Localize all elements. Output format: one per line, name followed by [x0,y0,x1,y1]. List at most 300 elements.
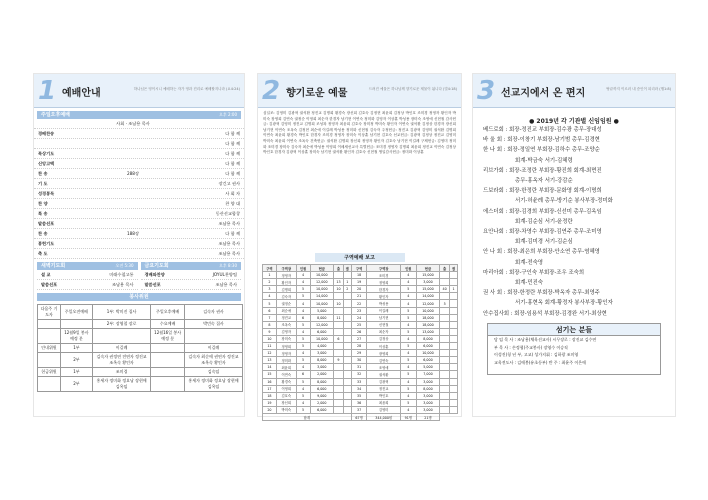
group-cell: 5 [296,335,310,342]
group-cell: 6 [296,371,310,378]
group-cell: 8,000 [416,385,440,392]
group-cell: 31 [351,364,367,371]
group-cell: 김명희 [276,286,296,293]
group-cell: 최윤희 [367,399,400,406]
section-time: 오전 5:30 [115,263,134,268]
order-item: 성경봉독 [38,190,55,196]
group-cell: 17 [263,385,277,392]
page-subtitle: 드려진 예물은 하나님께 향기로운 제물이 됩니다 (빌4:18) [368,87,457,91]
group-cell: 박성용 [367,300,400,307]
group-cell: 이연숙 [276,371,296,378]
group-row [263,343,458,350]
section-title: 새벽기도회 [41,263,66,269]
group-cell: 13 [263,357,277,364]
order-leader: 다 함 께 [225,140,240,146]
group-cell [343,335,351,342]
group-cell: 5 [296,321,310,328]
order-item: 말씀선포 [41,281,58,287]
column-header: 헌금 [416,265,440,272]
group-cell [334,343,344,350]
group-row [263,399,458,406]
group-cell: 정영희 [276,343,296,350]
order-item: 기 도 [38,180,48,186]
table-header-row [263,265,458,272]
page-title: 예배안내 [62,88,101,99]
volunteer-cell: 수요예배 [151,320,185,329]
new-officers-title: ● 2019년 각 기관별 신임임원 ● [529,118,619,125]
order-detail: 188장 [126,230,140,236]
group-cell: 최윤희 [276,364,296,371]
group-cell [440,399,450,406]
group-cell: 4 [296,385,310,392]
officer-line: 안 나 회 : 회장-최은희 부회장-안소연 총무-염혜영 [483,249,600,256]
group-cell: 11 [263,343,277,350]
officer-line: 회계-전숙영 [515,259,543,266]
group-cell: 14,000 [416,293,440,300]
group-cell: 28 [351,343,367,350]
group-cell: 34 [351,385,367,392]
volunteer-cell [92,329,150,344]
order-row [34,139,244,149]
volunteer-cell: 이길례 [185,344,243,353]
group-cell: 8,000 [310,314,334,321]
officer-line: 한 나 회 : 회장-정일연 부회장-김하수 총무-조양순 [483,147,600,154]
group-cell [334,385,344,392]
group-cell: 10 [334,286,344,293]
page-number: 3 [477,76,496,106]
volunteer-cell: 2부 [60,377,92,392]
group-cell: 4 [400,293,416,300]
officer-line: 회계-김미경 서기-김순심 [515,239,573,246]
group-cell: 3,000 [416,406,440,413]
group-cell: 4 [400,406,416,413]
volunteer-row [38,320,243,329]
group-row [263,378,458,385]
group-cell [450,385,458,392]
group-cell: 18,000 [416,321,440,328]
order-item: 찬 양 [38,200,48,206]
group-cell: 2,000 [310,371,334,378]
group-cell: 4 [400,279,416,286]
group-cell: 4 [400,300,416,307]
group-cell: 9,000 [310,392,334,399]
group-cell: 김숙자 [276,293,296,300]
friday-prayer-header [141,262,242,270]
order-row [37,270,138,280]
group-cell: 5 [296,343,310,350]
group-cell [334,378,344,385]
volunteer-row [38,368,243,377]
cell-group-report-table [262,264,458,421]
group-cell: 2 [263,279,277,286]
order-leader: 다 함 께 [225,170,240,176]
group-cell: 4 [296,272,310,279]
volunteer-row [38,353,243,368]
officer-line: 마리아회 : 회장-구인숙 부회장-조우 조숙희 [483,269,585,276]
minister-line: 부 목 사 : 손정협(주교봉사) 장영수 이승직 [494,344,568,350]
group-cell: 장미숙 [276,335,296,342]
officer-line: 리브가회 : 회장-조정란 부회장-황진희 회계-최면진 [483,167,602,174]
volunteer-cell: 김숙자 권사 [185,305,243,320]
group-cell: 조옥숙 [276,321,296,328]
group-cell [343,307,351,314]
group-cell: 5 [400,314,416,321]
order-item: 묵상기도 [38,150,55,156]
group-cell: 5 [400,399,416,406]
group-cell: 4 [296,364,310,371]
volunteer-cell: 헌금위원 [38,368,61,377]
group-cell [450,350,458,357]
volunteer-cell: 주일오후예배 [151,305,185,320]
group-cell [343,392,351,399]
total-label: 합계 [263,413,352,420]
volunteers-table [37,304,243,392]
group-row [263,371,458,378]
group-cell: 6,000 [310,328,334,335]
group-cell [450,300,458,307]
group-row [263,307,458,314]
section-time: 오후 8:30 [219,263,237,268]
group-cell: 27 [351,335,367,342]
group-cell: 4 [296,350,310,357]
officer-line: 요안나회 : 회장-차영수 부회장-김연주 총무-조미영 [483,229,602,236]
group-cell: 8,000 [416,335,440,342]
group-cell: 7,000 [416,371,440,378]
order-row [34,229,244,239]
group-cell: 김정상 [367,335,400,342]
volunteer-cell: 이길례 [92,344,150,353]
order-leader: 찬 양 대 [225,200,240,206]
group-cell [334,406,344,413]
group-row [263,406,458,413]
officer-line: 드보라회 : 회장-한정란 부회장-문화영 회계-이명희 [483,188,602,195]
page-title: 향기로운 예물 [286,88,348,99]
order-leader: 조남용 목사 [218,240,240,246]
group-cell: 5 [400,385,416,392]
group-row [263,328,458,335]
order-row [34,249,244,259]
order-item: 찬 송 [38,170,48,176]
cell-group-report-title: 구역예배 보고 [315,253,405,262]
ministers-box [487,323,661,375]
order-detail: 288장 [126,170,140,176]
group-cell [450,371,458,378]
group-cell: 8,000 [310,357,334,364]
group-cell: 5 [400,286,416,293]
group-cell [450,321,458,328]
group-cell [450,272,458,279]
volunteer-cell: 홍세자 정미화 정요남 장현애 김옥임 [92,377,150,392]
group-cell: 6,000 [310,385,334,392]
column-header: 결 [343,265,351,272]
group-cell: 25 [351,321,367,328]
group-cell: 5 [296,357,310,364]
group-cell: 22 [351,300,367,307]
order-row [34,119,244,129]
order-item: 경배와찬양 [144,271,165,277]
group-cell: 20 [263,406,277,413]
group-cell [440,350,450,357]
group-cell: 5,000 [416,364,440,371]
group-cell: 장신희 [276,399,296,406]
group-row [263,314,458,321]
order-row [141,270,242,280]
group-cell [440,272,450,279]
volunteer-cell: 1부: 박미진 집사 [92,305,150,320]
group-cell [334,321,344,328]
group-cell: 4 [296,307,310,314]
group-cell [343,321,351,328]
group-cell [450,307,458,314]
order-leader: 조남용 목사 [218,220,240,226]
group-cell: 1 [450,286,458,293]
group-cell: 13,000 [416,328,440,335]
volunteer-cell [151,344,185,353]
order-item: 축 도 [38,250,48,256]
group-cell: 8,000 [310,378,334,385]
group-cell: 5 [296,406,310,413]
group-cell [440,378,450,385]
group-cell: 6,000 [310,406,334,413]
column-header: 구역 [351,265,367,272]
group-cell: 조영애 [367,364,400,371]
group-cell [440,343,450,350]
group-cell: 10,000 [310,300,334,307]
volunteer-cell [38,320,61,329]
page-header [473,74,675,108]
group-cell: 5 [440,300,450,307]
group-cell [334,392,344,399]
group-cell: 남기현 [367,314,400,321]
group-cell: 12,000 [416,300,440,307]
group-row [263,293,458,300]
total-cell: 21명 [416,413,440,420]
group-cell: 40 [440,286,450,293]
minister-line: 이성진(청 년 부, 고교) 성가지휘 : 김하광 조미영 [494,352,579,358]
order-leader: 다 함 께 [225,150,240,156]
group-cell: 15 [263,371,277,378]
group-cell: 5,000 [310,307,334,314]
group-cell: 5 [400,371,416,378]
order-row [34,179,244,189]
group-cell: 1 [263,272,277,279]
column-header: 출 [334,265,344,272]
group-cell [343,364,351,371]
group-cell: 4 [263,293,277,300]
group-cell [450,406,458,413]
group-cell: 황인자 [367,293,400,300]
order-leader: JOYUL찬양팀 [212,271,237,277]
group-cell [343,406,351,413]
group-cell [450,399,458,406]
group-cell: 황경숙 [276,378,296,385]
group-cell [334,371,344,378]
order-item: 설 교 [41,271,51,277]
order-row [34,239,244,249]
group-row [263,286,458,293]
group-row [263,272,458,279]
order-item: 경배찬송 [38,130,55,136]
dawn-prayer-header [37,262,138,270]
section-title: 봉사위원 [129,294,149,300]
group-cell [343,300,351,307]
column-header: 인원 [296,265,310,272]
group-cell: 16 [263,378,277,385]
group-cell: 5 [263,300,277,307]
group-cell: 황인자 [276,279,296,286]
group-cell: 10 [263,335,277,342]
group-cell: 4 [400,364,416,371]
group-cell: 4 [400,378,416,385]
group-cell [440,371,450,378]
group-cell: 최순애 [276,307,296,314]
officer-line: 총무-홍옥자 서기-강감순 [515,178,573,185]
volunteer-cell: 조미경 [92,368,150,377]
group-cell: 3,000 [310,350,334,357]
group-cell: 이영희 [276,385,296,392]
group-cell: 12 [263,350,277,357]
group-cell [450,314,458,321]
volunteer-cell [151,353,185,368]
volunteer-cell [38,329,61,344]
group-cell: 5 [296,286,310,293]
group-cell [334,328,344,335]
group-cell: 2 [343,286,351,293]
group-cell: 9 [334,357,344,364]
section-title: 금요기도회 [144,263,169,269]
column-header: 구역장 [276,265,296,272]
group-row [263,364,458,371]
group-cell: 4 [400,321,416,328]
group-cell [440,364,450,371]
group-cell: 6 [334,335,344,342]
group-cell: 이상훈 [367,343,400,350]
group-cell: 14,000 [310,293,334,300]
group-cell [440,279,450,286]
column-header: 출 [440,265,450,272]
volunteer-row [38,344,243,353]
volunteer-row [38,377,243,392]
sub-services [34,259,244,290]
volunteer-cell [38,353,61,368]
group-cell: 3 [263,286,277,293]
volunteers-header [37,293,241,301]
order-row [37,280,138,290]
group-cell: 19 [351,279,367,286]
order-leader: 사 회 자 [225,190,240,196]
group-cell [343,350,351,357]
group-cell: 5 [296,378,310,385]
volunteer-cell [185,329,243,344]
group-cell: 5 [400,328,416,335]
group-cell: 5 [400,307,416,314]
group-cell [440,293,450,300]
group-cell [440,328,450,335]
group-cell: 2,000 [310,399,334,406]
section-time: 오후 2:00 [219,112,237,117]
group-cell: 33 [351,378,367,385]
page-subtitle: 땅끝까지 이르러 내 증인이 되리라 (행1:8) [606,87,671,91]
group-cell: 5 [296,392,310,399]
group-cell: 24 [351,314,367,321]
worship-guide-page [33,73,245,417]
group-cell [343,272,351,279]
officer-line: 권 사 회 : 회장-한정란 부회장-박옥자 총무-최영주 [483,290,600,297]
order-item: 말씀선포 [144,281,161,287]
volunteer-cell: 김숙자 최순애 권연자 정진교 조옥숙 황인자 [185,353,243,368]
volunteer-cell: 1부 [60,344,92,353]
ministers-title: 섬기는 분들 [488,324,660,336]
volunteer-cell [60,320,92,329]
minister-line: 교육전도사 : 김애봉(유초등부) 반 주 : 최윤주 이은애 [494,360,586,366]
section-title: 주일오후예배 [41,112,70,118]
group-row [263,385,458,392]
group-cell: 4 [400,350,416,357]
group-cell [450,279,458,286]
friday-prayer-order [141,270,242,290]
sunday-service-order [34,119,244,259]
officer-line: 안수집사회 : 회장-임용석 부회장-김경완 서기-최상현 [483,310,607,317]
group-cell [440,392,450,399]
column-header: 인원 [400,265,416,272]
group-cell [440,307,450,314]
group-cell: 5 [400,357,416,364]
volunteer-cell: 주일오전예배 [60,305,92,320]
dawn-prayer-order [37,270,138,290]
group-cell: 김호숙 [276,392,296,399]
order-item: 말씀선포 [38,220,55,226]
volunteer-cell [151,368,185,377]
group-cell: 11 [334,314,344,321]
missionary-letter-page [472,73,676,417]
group-cell: 14 [263,364,277,371]
volunteer-cell: 안내위원 [38,344,61,353]
group-cell: 3,000 [416,399,440,406]
group-cell: 13 [334,279,344,286]
group-cell: 한경자 [367,286,400,293]
group-cell: 9 [263,328,277,335]
volunteer-cell: 다음주 기도자 [38,305,61,320]
group-cell: 10,000 [310,335,334,342]
volunteer-row [38,305,243,320]
group-cell: 37 [351,406,367,413]
officer-line: 서기-허윤례 총무-방기순 봉사부장-정미화 [515,198,613,205]
group-cell [440,385,450,392]
group-cell: 정진교 [276,314,296,321]
volunteer-cell: 김숙자 권정연 전연자 정진교 조옥숙 황인자 [92,353,150,368]
group-cell: 정영자 [276,272,296,279]
group-cell: 정진교 [367,385,400,392]
group-cell: 5 [400,343,416,350]
group-cell: 최순자 [367,328,400,335]
group-cell [440,314,450,321]
group-cell [343,357,351,364]
volunteer-cell: 김숙임 [185,368,243,377]
group-cell: 정영자 [276,350,296,357]
order-leader: 동산선교합창 [215,210,240,216]
group-cell: 4 [296,328,310,335]
column-header: 헌금 [310,265,334,272]
group-cell: 박인호 [367,392,400,399]
group-cell [343,293,351,300]
group-cell: 장영희 [367,350,400,357]
group-cell [450,357,458,364]
total-cell: 344,000원 [367,413,400,420]
offerings-page [257,73,462,420]
page-subtitle: 하나님은 영이시니 예배하는 자가 영과 진리로 예배할지니라 (요4:24) [133,87,240,91]
group-cell [334,307,344,314]
order-detail: 사회 · 조남용 목사 [116,120,150,126]
